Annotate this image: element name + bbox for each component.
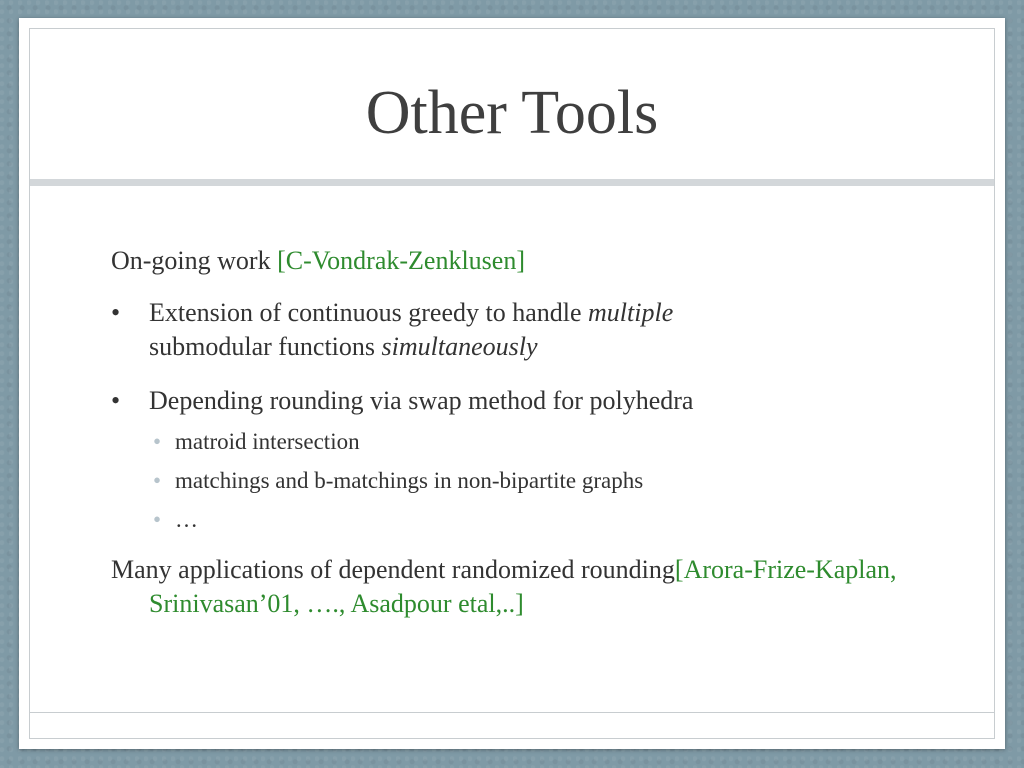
bullet-1-text-b: submodular functions [149, 332, 382, 361]
bullet-item-1 [111, 296, 971, 364]
sub-item-1-text: matroid intersection [175, 429, 360, 454]
bullet-item-2 [111, 384, 971, 418]
closing-citation: [Arora-Frize-Kaplan, Srinivasan’01, …., Asadpour etal,..] [149, 555, 897, 618]
sub-bullet-icon: • [153, 507, 162, 532]
bullet-1-text-a: Extension of continuous greedy to handle [149, 298, 589, 327]
intro-citation: [C-Vondrak-Zenklusen] [277, 246, 525, 275]
bullet-1-italic-b: simultaneously [381, 332, 538, 361]
bullet-2-text: Depending rounding via swap method for polyhedra [149, 386, 694, 415]
slide-body [111, 244, 971, 621]
sub-item-2 [111, 466, 971, 496]
closing-text: Many applications of dependent randomized rounding [111, 555, 675, 584]
slide-title: Other Tools [365, 79, 659, 147]
sub-item-2-text: matchings and b-matchings in non-bipartite graphs [175, 468, 644, 493]
intro-text: On-going work [111, 246, 278, 275]
slide [19, 18, 1005, 749]
title-divider [30, 179, 994, 186]
sub-item-1 [111, 427, 971, 457]
footer-divider [30, 712, 994, 713]
bullet-icon: • [111, 386, 121, 415]
sub-item-3 [111, 505, 971, 535]
closing-paragraph [111, 553, 971, 621]
sub-bullet-icon: • [153, 429, 162, 454]
bullet-1-italic-a: multiple [588, 298, 674, 327]
bullet-icon: • [111, 298, 121, 327]
intro-line [111, 244, 971, 278]
sub-item-3-text: … [175, 507, 198, 532]
sub-bullet-icon: • [153, 468, 162, 493]
